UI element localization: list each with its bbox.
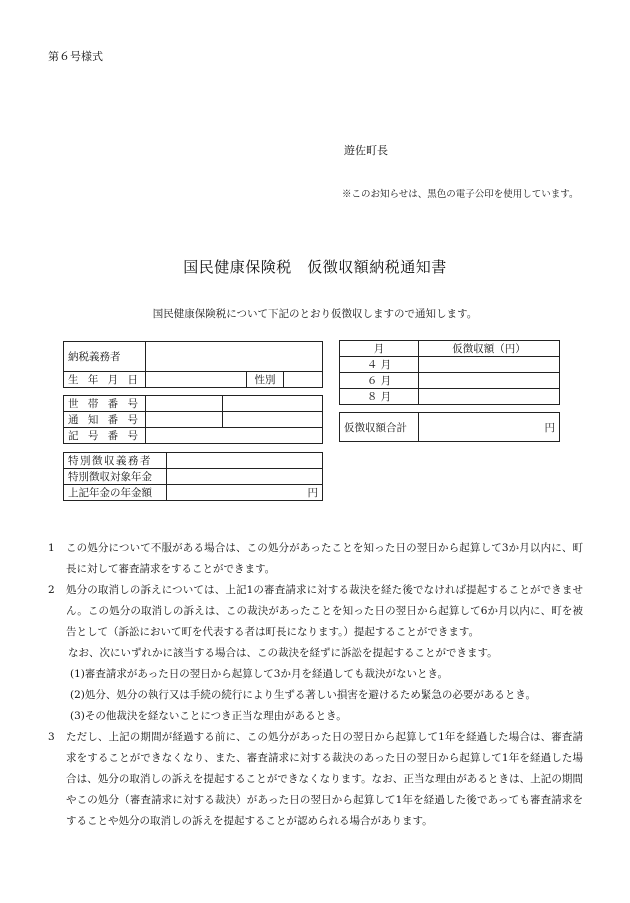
taxpayer-label: 納税義務者 — [64, 342, 146, 372]
note-2-item-1: (1)審査請求があった日の翌日から起算して3か月を経過しても裁決がないとき。 — [70, 668, 449, 680]
pension-amount-yen: 円 — [167, 485, 323, 501]
note-2-item-2: (2)処分、処分の執行又は手続の続行により生ずる著しい損害を避けるため緊急の必要があるとき。 — [70, 689, 536, 701]
note-2-text: 処分の取消しの訴えについては、上記1の審査請求に対する裁決を経た後でなければ提起することができません。この処分の取消しの訴えは、この裁決があったことを知った日の翌日から起算して6か月以内に、町を被告として（訴訟において町を代表する者は町長になります。）提起することができます。 — [66, 584, 583, 638]
symbol-number-value — [146, 428, 323, 444]
notes-section — [48, 538, 583, 832]
document-title: 国民健康保険税 仮徴収額納税通知書 — [183, 258, 447, 276]
pension-amount-label: 上記年金の年金額 — [64, 485, 167, 501]
note-3-number: 3 — [48, 731, 55, 743]
symbol-number-label: 記 号 番 号 — [64, 428, 146, 444]
amount-april — [419, 357, 560, 373]
total-amount-table — [339, 412, 560, 442]
amount-august — [419, 389, 560, 405]
monthly-amount-table — [339, 340, 560, 405]
notice-number-value — [146, 412, 223, 428]
note-3 — [48, 727, 583, 832]
pension-label: 特別徴収対象年金 — [64, 469, 167, 485]
taxpayer-value — [146, 342, 323, 372]
note-2 — [48, 580, 583, 643]
total-yen: 円 — [419, 413, 560, 442]
gender-value — [284, 372, 323, 388]
household-table — [63, 395, 323, 444]
household-extra — [223, 396, 323, 412]
note-2-sub: なお、次にいずれかに該当する場合は、この裁決を経ずに訴訟を提起することができます。 — [68, 647, 498, 659]
month-august: ８ 月 — [340, 389, 419, 405]
birthdate-value — [146, 372, 247, 388]
birthdate-label: 生 年 月 日 — [64, 372, 146, 388]
seal-note: ※このお知らせは、黒色の電子公印を使用しています。 — [342, 189, 579, 200]
pension-value — [167, 469, 323, 485]
month-header: 月 — [340, 341, 419, 357]
notice-number-label: 通 知 番 号 — [64, 412, 146, 428]
household-number-label: 世 帯 番 号 — [64, 396, 146, 412]
special-payer-label: 特別徴収義務者 — [64, 453, 167, 469]
gender-label: 性別 — [247, 372, 284, 388]
issuer-name: 遊佐町長 — [344, 144, 388, 157]
total-label: 仮徴収額合計 — [340, 413, 419, 442]
month-april: ４ 月 — [340, 357, 419, 373]
amount-june — [419, 373, 560, 389]
note-1-text: この処分について不服がある場合は、この処分があったことを知った日の翌日から起算して3か月以内に、町長に対して審査請求をすることができます。 — [66, 542, 583, 575]
amount-header: 仮徴収額（円） — [419, 341, 560, 357]
notice-extra — [223, 412, 323, 428]
month-june: ６ 月 — [340, 373, 419, 389]
taxpayer-table — [63, 341, 323, 388]
note-2-item-3: (3)その他裁決を経ないことにつき正当な理由があるとき。 — [70, 710, 347, 722]
special-collection-table — [63, 452, 323, 501]
note-1-number: 1 — [48, 542, 55, 554]
note-1 — [48, 538, 583, 580]
note-2-number: 2 — [48, 584, 55, 596]
intro-text: 国民健康保険税について下記のとおり仮徴収しますので通知します。 — [152, 308, 478, 320]
special-payer-value — [167, 453, 323, 469]
note-3-text: ただし、上記の期間が経過する前に、この処分があった日の翌日から起算して1年を経過した場合は、審査請求をすることができなくなり、また、審査請求に対する裁決のあった日の翌日から起算して1年を経過した場合は、処分の取消しの訴えを提起することができなくなります。なお、正当な理由があるときは、上記の期間やこの処分（審査請求に対する裁決）があった日の翌日から起算して1年を経過した後であっても審査請求をすることや処分の取消しの訴えを提起することが認められる場合があります。 — [66, 731, 583, 827]
form-number: 第６号様式 — [48, 50, 103, 63]
household-number-value — [146, 396, 223, 412]
